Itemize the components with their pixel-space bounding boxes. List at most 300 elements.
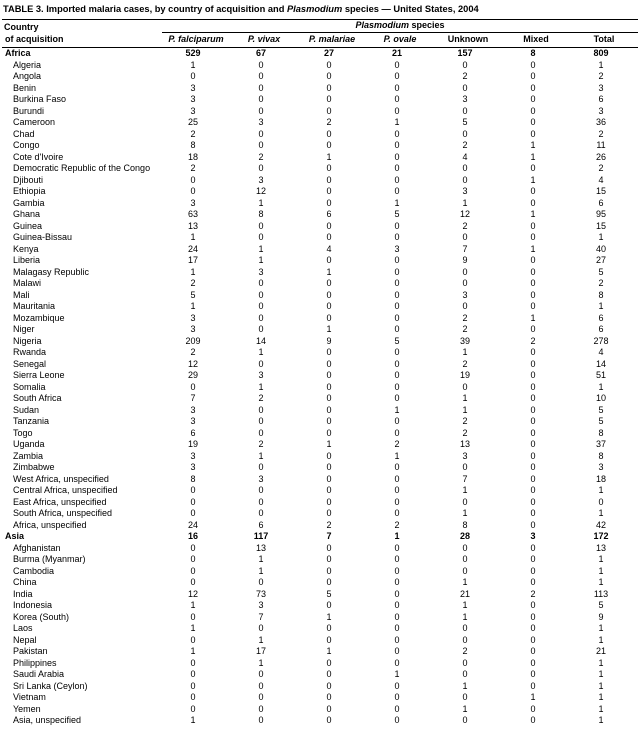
value-cell: 2 xyxy=(530,588,536,599)
value-cell: 3 xyxy=(190,462,196,472)
value-cell: 0 xyxy=(462,232,468,242)
value-cell: 0 xyxy=(394,703,400,714)
value-cell: 0 xyxy=(258,289,264,300)
value-cell: 0 xyxy=(462,462,468,472)
value-cell: 1 xyxy=(598,301,604,311)
value-cell: 0 xyxy=(530,186,536,196)
value-cell: 0 xyxy=(462,542,468,553)
value-cell: 0 xyxy=(326,301,332,311)
value-cell: 0 xyxy=(530,289,536,300)
value-cell: 1 xyxy=(462,347,468,357)
value-cell: 0 xyxy=(530,301,536,311)
value-cell: 0 xyxy=(530,59,536,70)
value-cell: 0 xyxy=(190,565,196,576)
value-cell: 0 xyxy=(326,186,332,196)
value-cell: 7 xyxy=(258,611,264,622)
value-cell: 14 xyxy=(595,358,606,369)
table-row xyxy=(2,48,638,60)
value-cell: 51 xyxy=(595,370,606,380)
table-row xyxy=(2,129,638,141)
value-cell: 21 xyxy=(459,588,470,599)
value-cell: 0 xyxy=(394,623,400,633)
value-cell: 0 xyxy=(326,347,332,357)
row-label: Liberia xyxy=(13,255,41,265)
value-cell: 0 xyxy=(530,324,536,334)
row-label: Burkina Faso xyxy=(13,94,67,104)
value-cell: 0 xyxy=(190,634,196,645)
value-cell: 8 xyxy=(598,289,604,300)
value-cell: 7 xyxy=(462,243,468,254)
table-row xyxy=(2,715,638,727)
value-cell: 1 xyxy=(326,646,332,656)
value-cell: 0 xyxy=(190,542,196,553)
value-cell: 0 xyxy=(190,186,196,196)
value-cell: 1 xyxy=(530,243,536,254)
table-row xyxy=(2,347,638,359)
value-cell: 8 xyxy=(462,519,468,530)
value-cell: 0 xyxy=(258,71,264,81)
value-cell: 0 xyxy=(258,59,264,70)
value-cell: 0 xyxy=(258,312,264,323)
value-cell: 2 xyxy=(258,393,264,403)
value-cell: 0 xyxy=(394,128,400,139)
value-cell: 8 xyxy=(598,450,604,461)
table-row xyxy=(2,106,638,118)
value-cell: 1 xyxy=(190,266,196,277)
title-text-2: species — United States, 2004 xyxy=(342,4,479,14)
value-cell: 3 xyxy=(462,289,468,300)
value-cell: 1 xyxy=(598,577,604,587)
table-row xyxy=(2,382,638,394)
row-label: Cambodia xyxy=(13,565,55,576)
value-cell: 0 xyxy=(394,312,400,323)
table-row xyxy=(2,94,638,106)
value-cell: 0 xyxy=(258,703,264,714)
value-cell: 0 xyxy=(258,324,264,334)
value-cell: 0 xyxy=(530,462,536,472)
value-cell: 3 xyxy=(462,450,468,461)
value-cell: 0 xyxy=(326,94,332,104)
value-cell: 42 xyxy=(595,519,606,530)
value-cell: 0 xyxy=(394,324,400,334)
value-cell: 0 xyxy=(462,105,468,116)
value-cell: 0 xyxy=(394,485,400,495)
value-cell: 0 xyxy=(326,542,332,553)
value-cell: 3 xyxy=(394,243,400,254)
table-row xyxy=(2,692,638,704)
value-cell: 157 xyxy=(457,48,473,58)
value-cell: 0 xyxy=(394,577,400,587)
value-cell: 0 xyxy=(394,565,400,576)
column-header-unknown: Unknown xyxy=(434,33,502,48)
value-cell: 9 xyxy=(462,255,468,265)
value-cell: 2 xyxy=(598,71,604,81)
table-row xyxy=(2,520,638,532)
table-row xyxy=(2,359,638,371)
row-label: Sudan xyxy=(13,404,40,415)
value-cell: 0 xyxy=(394,163,400,173)
row-label: Asia xyxy=(5,531,25,541)
value-cell: 16 xyxy=(187,531,198,541)
value-cell: 3 xyxy=(190,450,196,461)
value-cell: 0 xyxy=(394,347,400,357)
value-cell: 0 xyxy=(530,600,536,610)
value-cell: 2 xyxy=(394,439,400,449)
table-row xyxy=(2,313,638,325)
value-cell: 0 xyxy=(462,163,468,173)
value-cell: 0 xyxy=(190,657,196,668)
value-cell: 1 xyxy=(598,703,604,714)
value-cell: 1 xyxy=(326,151,332,162)
value-cell: 0 xyxy=(326,381,332,392)
row-label: Kenya xyxy=(13,243,39,254)
value-cell: 7 xyxy=(462,473,468,484)
value-cell: 0 xyxy=(394,59,400,70)
row-label: Uganda xyxy=(13,439,45,449)
value-cell: 0 xyxy=(258,128,264,139)
value-cell: 2 xyxy=(462,427,468,438)
value-cell: 0 xyxy=(258,623,264,633)
table-row xyxy=(2,543,638,555)
value-cell: 5 xyxy=(598,600,604,610)
value-cell: 0 xyxy=(326,508,332,518)
value-cell: 18 xyxy=(187,151,198,162)
row-label: Somalia xyxy=(13,381,46,392)
row-label: Saudi Arabia xyxy=(13,669,65,679)
value-cell: 0 xyxy=(530,439,536,449)
row-label: Africa, unspecified xyxy=(13,519,87,530)
row-label: Sri Lanka (Ceylon) xyxy=(13,680,88,691)
value-cell: 0 xyxy=(530,416,536,426)
value-cell: 11 xyxy=(596,140,606,150)
value-cell: 117 xyxy=(253,531,269,541)
value-cell: 1 xyxy=(394,117,400,127)
value-cell: 0 xyxy=(530,634,536,645)
table-row xyxy=(2,566,638,578)
value-cell: 3 xyxy=(598,82,604,93)
value-cell: 0 xyxy=(258,404,264,415)
value-cell: 3 xyxy=(462,186,468,196)
country-header-line1: Country xyxy=(4,21,39,32)
row-label: Rwanda xyxy=(13,347,47,357)
value-cell: 0 xyxy=(462,496,468,507)
value-cell: 0 xyxy=(394,680,400,691)
value-cell: 0 xyxy=(326,657,332,668)
table-row xyxy=(2,393,638,405)
value-cell: 2 xyxy=(258,439,264,449)
value-cell: 2 xyxy=(462,71,468,81)
value-cell: 3 xyxy=(190,94,196,104)
value-cell: 0 xyxy=(326,393,332,403)
value-cell: 2 xyxy=(598,278,604,288)
value-cell: 0 xyxy=(394,692,400,702)
value-cell: 0 xyxy=(530,565,536,576)
row-label: Mozambique xyxy=(13,312,65,323)
value-cell: 0 xyxy=(326,163,332,173)
value-cell: 0 xyxy=(394,174,400,185)
value-cell: 1 xyxy=(326,439,332,449)
value-cell: 0 xyxy=(258,427,264,438)
value-cell: 0 xyxy=(190,485,196,495)
value-cell: 113 xyxy=(593,588,609,599)
value-cell: 1 xyxy=(462,197,468,208)
value-cell: 2 xyxy=(326,519,332,530)
value-cell: 0 xyxy=(258,140,264,150)
value-cell: 2 xyxy=(462,220,468,231)
value-cell: 0 xyxy=(394,508,400,518)
value-cell: 0 xyxy=(530,94,536,104)
table-row xyxy=(2,681,638,693)
value-cell: 0 xyxy=(394,220,400,231)
value-cell: 0 xyxy=(462,174,468,185)
value-cell: 0 xyxy=(326,462,332,472)
value-cell: 0 xyxy=(326,82,332,93)
value-cell: 1 xyxy=(598,232,604,242)
value-cell: 0 xyxy=(190,680,196,691)
value-cell: 3 xyxy=(190,312,196,323)
table-row xyxy=(2,577,638,589)
value-cell: 15 xyxy=(595,186,606,196)
value-cell: 1 xyxy=(190,646,196,656)
row-label: Yemen xyxy=(13,703,41,714)
value-cell: 7 xyxy=(326,531,332,541)
value-cell: 1 xyxy=(190,623,196,633)
row-label: Africa xyxy=(5,48,31,58)
table-row xyxy=(2,255,638,267)
table-row xyxy=(2,267,638,279)
value-cell: 17 xyxy=(255,646,266,656)
title-text-1: TABLE 3. Imported malaria cases, by country of acquisition and xyxy=(3,4,287,14)
value-cell: 0 xyxy=(394,255,400,265)
table-body xyxy=(2,48,638,727)
value-cell: 0 xyxy=(530,232,536,242)
row-label: Nigeria xyxy=(13,335,42,346)
value-cell: 9 xyxy=(326,335,332,346)
value-cell: 0 xyxy=(530,163,536,173)
value-cell: 27 xyxy=(323,48,334,58)
value-cell: 3 xyxy=(190,416,196,426)
value-cell: 29 xyxy=(187,370,198,380)
table-row xyxy=(2,83,638,95)
value-cell: 0 xyxy=(326,680,332,691)
value-cell: 0 xyxy=(394,634,400,645)
value-cell: 1 xyxy=(326,266,332,277)
value-cell: 0 xyxy=(326,358,332,369)
value-cell: 0 xyxy=(190,381,196,392)
value-cell: 0 xyxy=(462,623,468,633)
table-row xyxy=(2,324,638,336)
value-cell: 2 xyxy=(598,128,604,139)
value-cell: 40 xyxy=(595,243,606,254)
table-header xyxy=(2,20,638,48)
value-cell: 1 xyxy=(258,554,264,564)
value-cell: 0 xyxy=(462,634,468,645)
value-cell: 0 xyxy=(326,703,332,714)
value-cell: 0 xyxy=(326,473,332,484)
value-cell: 3 xyxy=(258,370,264,380)
value-cell: 63 xyxy=(187,209,198,219)
value-cell: 0 xyxy=(258,715,264,725)
table-row xyxy=(2,405,638,417)
value-cell: 1 xyxy=(258,450,264,461)
value-cell: 0 xyxy=(326,416,332,426)
value-cell: 0 xyxy=(530,381,536,392)
value-cell: 0 xyxy=(462,715,468,725)
value-cell: 1 xyxy=(530,692,536,702)
value-cell: 3 xyxy=(258,473,264,484)
value-cell: 0 xyxy=(394,462,400,472)
value-cell: 1 xyxy=(598,623,604,633)
value-cell: 0 xyxy=(394,554,400,564)
value-cell: 1 xyxy=(598,554,604,564)
value-cell: 36 xyxy=(595,117,606,127)
value-cell: 1 xyxy=(462,404,468,415)
value-cell: 0 xyxy=(326,59,332,70)
value-cell: 10 xyxy=(595,393,606,403)
value-cell: 1 xyxy=(598,657,604,668)
value-cell: 1 xyxy=(598,381,604,392)
value-cell: 1 xyxy=(258,255,264,265)
value-cell: 7 xyxy=(190,393,196,403)
row-label: Mali xyxy=(13,289,30,300)
row-label: Chad xyxy=(13,128,35,139)
value-cell: 13 xyxy=(187,220,198,231)
row-label: Asia, unspecified xyxy=(13,715,82,725)
row-label: Philippines xyxy=(13,657,57,668)
value-cell: 0 xyxy=(394,82,400,93)
value-cell: 172 xyxy=(593,531,609,541)
row-label: Cote d'Ivoire xyxy=(13,151,64,162)
value-cell: 0 xyxy=(530,473,536,484)
value-cell: 0 xyxy=(462,381,468,392)
value-cell: 0 xyxy=(394,611,400,622)
table-row xyxy=(2,600,638,612)
value-cell: 0 xyxy=(394,278,400,288)
value-cell: 0 xyxy=(394,358,400,369)
value-cell: 1 xyxy=(462,485,468,495)
value-cell: 0 xyxy=(462,278,468,288)
value-cell: 9 xyxy=(598,611,604,622)
value-cell: 0 xyxy=(530,82,536,93)
value-cell: 6 xyxy=(326,209,332,219)
value-cell: 2 xyxy=(462,324,468,334)
value-cell: 5 xyxy=(598,404,604,415)
value-cell: 1 xyxy=(462,600,468,610)
value-cell: 0 xyxy=(326,496,332,507)
value-cell: 1 xyxy=(462,703,468,714)
value-cell: 6 xyxy=(190,427,196,438)
value-cell: 0 xyxy=(258,485,264,495)
value-cell: 1 xyxy=(598,680,604,691)
value-cell: 2 xyxy=(394,519,400,530)
row-label: Niger xyxy=(13,324,35,334)
value-cell: 1 xyxy=(530,312,536,323)
table-row xyxy=(2,117,638,129)
value-cell: 0 xyxy=(530,623,536,633)
row-label: East Africa, unspecified xyxy=(13,496,107,507)
value-cell: 8 xyxy=(190,473,196,484)
value-cell: 1 xyxy=(462,393,468,403)
value-cell: 0 xyxy=(530,496,536,507)
value-cell: 0 xyxy=(394,94,400,104)
value-cell: 13 xyxy=(459,439,470,449)
value-cell: 0 xyxy=(530,669,536,679)
value-cell: 0 xyxy=(326,485,332,495)
value-cell: 0 xyxy=(530,715,536,725)
value-cell: 5 xyxy=(598,416,604,426)
value-cell: 26 xyxy=(595,151,606,162)
value-cell: 8 xyxy=(598,427,604,438)
value-cell: 1 xyxy=(598,715,604,725)
value-cell: 1 xyxy=(258,243,264,254)
value-cell: 0 xyxy=(326,255,332,265)
value-cell: 0 xyxy=(598,496,604,507)
value-cell: 2 xyxy=(190,347,196,357)
value-cell: 8 xyxy=(258,209,264,219)
value-cell: 0 xyxy=(326,634,332,645)
column-header-p-ovale: P. ovale xyxy=(366,33,434,48)
value-cell: 1 xyxy=(462,680,468,691)
value-cell: 3 xyxy=(190,324,196,334)
value-cell: 529 xyxy=(185,48,201,58)
value-cell: 0 xyxy=(530,255,536,265)
row-label: Pakistan xyxy=(13,646,48,656)
value-cell: 0 xyxy=(462,669,468,679)
value-cell: 0 xyxy=(258,301,264,311)
value-cell: 0 xyxy=(394,71,400,81)
value-cell: 0 xyxy=(258,278,264,288)
value-cell: 5 xyxy=(598,266,604,277)
header-columns-row xyxy=(2,33,638,48)
header-group-row xyxy=(2,20,638,33)
table-row xyxy=(2,163,638,175)
row-label: Senegal xyxy=(13,358,47,369)
value-cell: 0 xyxy=(530,703,536,714)
row-label: Zimbabwe xyxy=(13,462,55,472)
table-title xyxy=(2,3,638,20)
value-cell: 0 xyxy=(530,117,536,127)
value-cell: 18 xyxy=(595,473,606,484)
value-cell: 0 xyxy=(530,105,536,116)
row-label: Cameroon xyxy=(13,117,56,127)
value-cell: 0 xyxy=(190,71,196,81)
value-cell: 0 xyxy=(326,715,332,725)
value-cell: 6 xyxy=(598,94,604,104)
value-cell: 0 xyxy=(326,140,332,150)
value-cell: 3 xyxy=(258,600,264,610)
value-cell: 0 xyxy=(394,301,400,311)
value-cell: 0 xyxy=(394,289,400,300)
row-label: Burma (Myanmar) xyxy=(13,554,86,564)
value-cell: 0 xyxy=(530,278,536,288)
value-cell: 1 xyxy=(530,140,536,150)
value-cell: 1 xyxy=(326,324,332,334)
value-cell: 1 xyxy=(598,565,604,576)
value-cell: 0 xyxy=(326,692,332,702)
value-cell: 27 xyxy=(595,255,606,265)
column-header-p-malariae: P. malariae xyxy=(298,33,366,48)
value-cell: 0 xyxy=(326,669,332,679)
value-cell: 0 xyxy=(394,416,400,426)
value-cell: 0 xyxy=(190,692,196,702)
table-row xyxy=(2,71,638,83)
group-header-italic: Plasmodium xyxy=(355,20,409,30)
value-cell: 3 xyxy=(190,105,196,116)
value-cell: 0 xyxy=(258,94,264,104)
row-label: Ghana xyxy=(13,209,41,219)
value-cell: 1 xyxy=(598,692,604,702)
value-cell: 0 xyxy=(326,174,332,185)
